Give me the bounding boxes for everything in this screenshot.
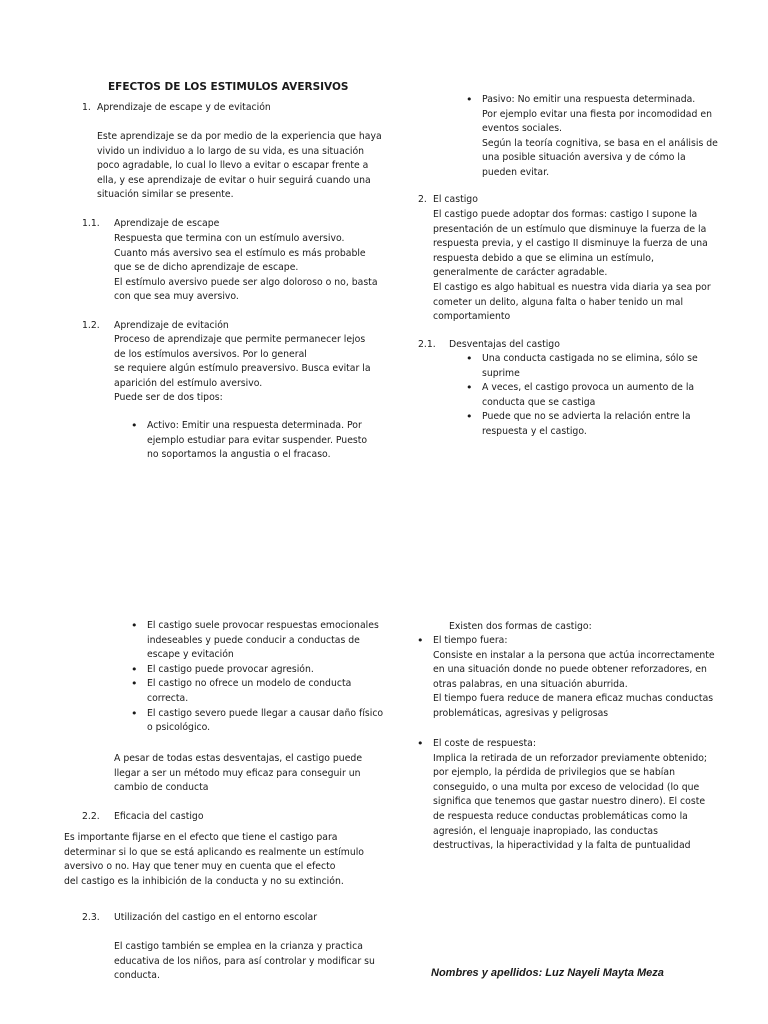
disadvantages-list-top — [466, 352, 736, 440]
form-tiempo-fuera — [417, 634, 717, 722]
disadvantages-conclusion: A pesar de todas estas desventajas, el castigo puede llegar a ser un método muy eficaz para conseguir un cambio de conducta — [114, 753, 363, 794]
section-2-3-heading: Utilización del castigo en el entorno escolar — [114, 912, 318, 923]
section-2-2-heading: Eficacia del castigo — [114, 811, 204, 822]
form-tiempo-body: Consiste en instalar a la persona que actúa incorrectamente en una situación donde no puede obtener reforzadores, en otras palabras, en una situación aburrida. El tiempo fuera reduce de manera eficaz muchas conductas problemáticas, agresivas y peligrosas — [433, 649, 715, 719]
section-2-3-number: 2.3. — [82, 912, 100, 923]
list-item: • Puede que no se advierta la relación entre la respuesta y el castigo. — [466, 410, 736, 439]
list-item: • A veces, el castigo provoca un aumento de la conducta que se castiga — [466, 381, 736, 410]
form-coste-respuesta — [417, 737, 717, 854]
section-2-1-heading: Desventajas del castigo — [449, 339, 560, 350]
forms-intro: Existen dos formas de castigo: — [449, 621, 592, 632]
document-title: EFECTOS DE LOS ESTIMULOS AVERSIVOS — [108, 81, 349, 93]
section-1-2-body: Proceso de aprendizaje que permite permanecer lejos de los estímulos aversivos. Por lo general se requiere algún estímulo preaversivo. Busca evitar la aparición del estímulo aversivo. Puede ser de dos tipos: — [114, 334, 371, 404]
list-item: • El castigo suele provocar respuestas emocionales indeseables y puede conducir a conductas de escape y evitación — [131, 619, 406, 663]
list-item-activo — [131, 419, 401, 463]
form-coste-heading: • El coste de respuesta: — [417, 737, 717, 752]
section-1-intro: Este aprendizaje se da por medio de la experiencia que haya vivido un individuo a lo largo de su vida, es una situación poco agradable, lo cual lo llevo a evitar o escapar frente a ella, y ese aprendizaje de evitar o huir seguirá cuando una situación similar se presente. — [97, 131, 382, 201]
activo-text: • Activo: Emitir una respuesta determinada. Por ejemplo estudiar para evitar suspender. Puesto no soportamos la angustia o el fracaso. — [131, 419, 401, 463]
list-item: • El castigo no ofrece un modelo de conducta correcta. — [131, 677, 406, 706]
section-1-1-body: Respuesta que termina con un estímulo aversivo. Cuanto más aversivo sea el estímulo es más probable que se de dicho aprendizaje de escape. El estímulo aversivo puede ser algo doloroso o no, basta con que sea muy aversivo. — [114, 233, 378, 303]
list-item-pasivo — [466, 93, 746, 181]
list-item: • El castigo severo puede llegar a causar daño físico o psicológico. — [131, 707, 406, 736]
section-1-heading: Aprendizaje de escape y de evitación — [97, 102, 271, 113]
section-1-1-number: 1.1. — [82, 218, 100, 229]
section-2-heading: El castigo — [433, 194, 478, 205]
section-2-3-body: El castigo también se emplea en la crianza y practica educativa de los niños, para así controlar y modificar su conducta. — [114, 941, 375, 982]
section-1-number: 1. — [82, 102, 91, 113]
section-2-body: El castigo puede adoptar dos formas: castigo I supone la presentación de un estímulo que disminuye la fuerza de la respuesta previa, y el castigo II disminuye la fuerza de una respuesta debido a que se elimina un estímulo, generalmente de carácter agradable. El castigo es algo habitual es nuestra vida diaria ya sea por cometer un delito, alguna falta o haber tenido un mal comportamiento — [433, 209, 711, 323]
form-coste-body: Implica la retirada de un reforzador previamente obtenido; por ejemplo, la pérdida de privilegios que se habían conseguido, o una multa por exceso de velocidad (lo que significa que tenemos que gastar nuestro dinero). El coste de respuesta reduce conductas problemáticas como la agresión, el lenguaje inapropiado, las conductas destructivas, la hiperactividad y la falta de puntualidad — [433, 752, 708, 852]
section-1-2-heading: Aprendizaje de evitación — [114, 320, 229, 331]
form-tiempo-heading: • El tiempo fuera: — [417, 634, 717, 649]
section-1-1-heading: Aprendizaje de escape — [114, 218, 220, 229]
list-item: • Una conducta castigada no se elimina, sólo se suprime — [466, 352, 736, 381]
list-item: • El castigo puede provocar agresión. — [131, 663, 406, 678]
pasivo-text: • Pasivo: No emitir una respuesta determinada. Por ejemplo evitar una fiesta por incomodidad en eventos sociales. Según la teoría cognitiva, se basa en el análisis de una posible situación aversiva y de cómo la pueden evitar. — [466, 93, 746, 181]
section-2-2-body: Es importante fijarse en el efecto que tiene el castigo para determinar si lo que se está aplicando es realmente un estímulo aversivo o no. Hay que tener muy en cuenta que el efecto del castigo es la inhibición de la conducta y no su extinción. — [64, 832, 364, 887]
disadvantages-list-bottom — [131, 619, 406, 736]
section-1-2-number: 1.2. — [82, 320, 100, 331]
section-2-number: 2. — [418, 194, 427, 205]
section-2-2-number: 2.2. — [82, 811, 100, 822]
section-2-1-number: 2.1. — [418, 339, 436, 350]
author-signature: Nombres y apellidos: Luz Nayeli Mayta Meza — [431, 967, 664, 979]
